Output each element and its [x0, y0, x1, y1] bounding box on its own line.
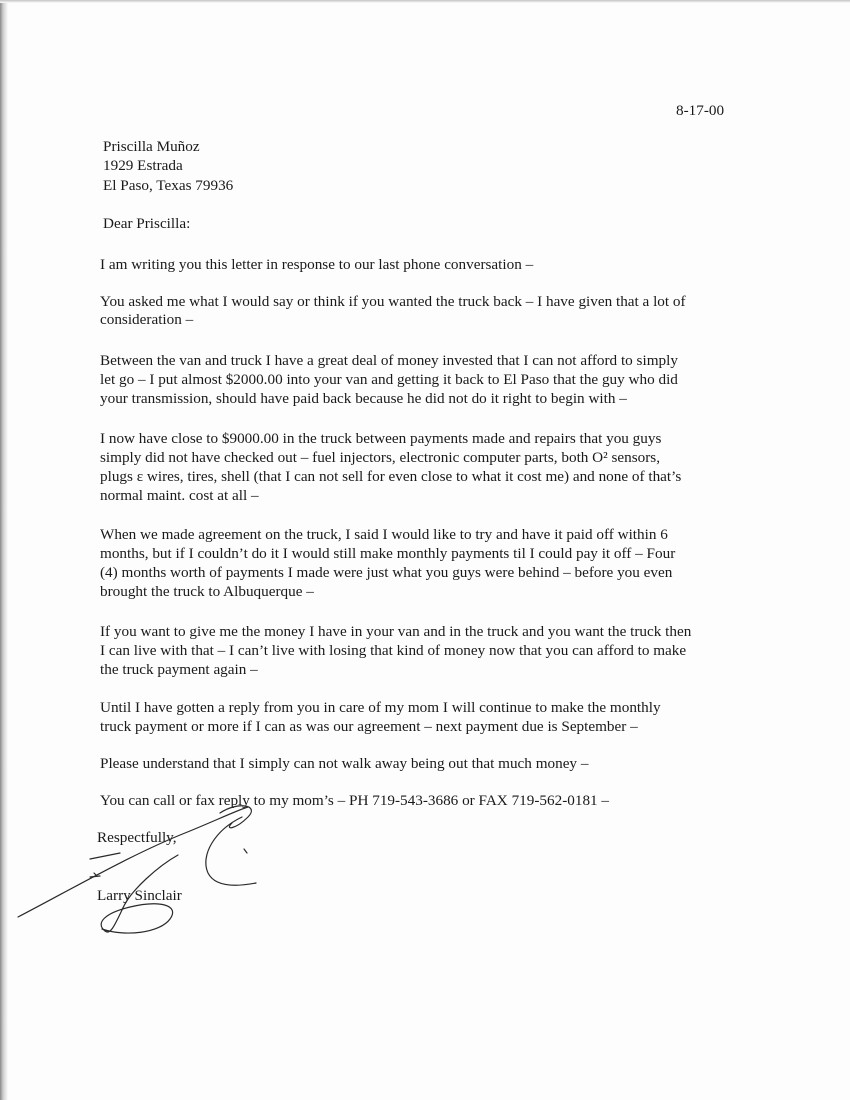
paragraph-5-line-2: months, but if I couldn’t do it I would still make monthly payments til I could pay it off – Four [100, 545, 676, 562]
paragraph-7-line-2: truck payment or more if I can as was our agreement – next payment due is September – [100, 718, 638, 735]
scan-edge-left [0, 0, 8, 1100]
paragraph-5-line-3: (4) months worth of payments I made were just what you guys were behind – before you even [100, 564, 673, 581]
paragraph-7-line-1: Until I have gotten a reply from you in care of my mom I will continue to make the monthly [100, 699, 661, 716]
recipient-street: 1929 Estrada [103, 157, 183, 174]
paragraph-6-line-3: the truck payment again – [100, 661, 258, 678]
paragraph-6-line-2: I can live with that – I can’t live with losing that kind of money now that you can afford to make [100, 642, 687, 659]
paragraph-4-line-3: plugs ε wires, tires, shell (that I can not sell for even close to what it cost me) and none of that’s [100, 468, 682, 485]
recipient-name: Priscilla Muñoz [103, 138, 200, 155]
paragraph-5-line-1: When we made agreement on the truck, I said I would like to try and have it paid off within 6 [100, 526, 668, 543]
recipient-city: El Paso, Texas 79936 [103, 177, 234, 194]
closing: Respectfully, [97, 829, 177, 846]
paragraph-9-line-1: You can call or fax reply to my mom’s – PH 719-543-3686 or FAX 719-562-0181 – [100, 792, 610, 809]
letter-date: 8-17-00 [676, 102, 725, 119]
signer-name: Larry Sinclair [97, 887, 182, 904]
paragraph-1-line-1: I am writing you this letter in response to our last phone conversation – [100, 256, 534, 273]
paragraph-3-line-2: let go – I put almost $2000.00 into your van and getting it back to El Paso that the guy who did [100, 371, 678, 388]
paragraph-8-line-1: Please understand that I simply can not walk away being out that much money – [100, 755, 589, 772]
paragraph-4-line-2: simply did not have checked out – fuel injectors, electronic computer parts, both O² sensors, [100, 449, 661, 466]
paragraph-3-line-1: Between the van and truck I have a great deal of money invested that I can not afford to simply [100, 352, 678, 369]
salutation: Dear Priscilla: [103, 215, 191, 232]
paragraph-4-line-1: I now have close to $9000.00 in the truck between payments made and repairs that you guys [100, 430, 662, 447]
paragraph-2-line-1: You asked me what I would say or think if you wanted the truck back – I have given that a lot of [100, 293, 686, 310]
paragraph-6-line-1: If you want to give me the money I have in your van and in the truck and you want the truck then [100, 623, 692, 640]
handwritten-signature [10, 795, 300, 945]
paragraph-3-line-3: your transmission, should have paid back because he did not do it right to begin with – [100, 390, 627, 407]
paragraph-5-line-4: brought the truck to Albuquerque – [100, 583, 314, 600]
paragraph-4-line-4: normal maint. cost at all – [100, 487, 259, 504]
scan-edge-top [0, 0, 850, 3]
paragraph-2-line-2: consideration – [100, 311, 194, 328]
